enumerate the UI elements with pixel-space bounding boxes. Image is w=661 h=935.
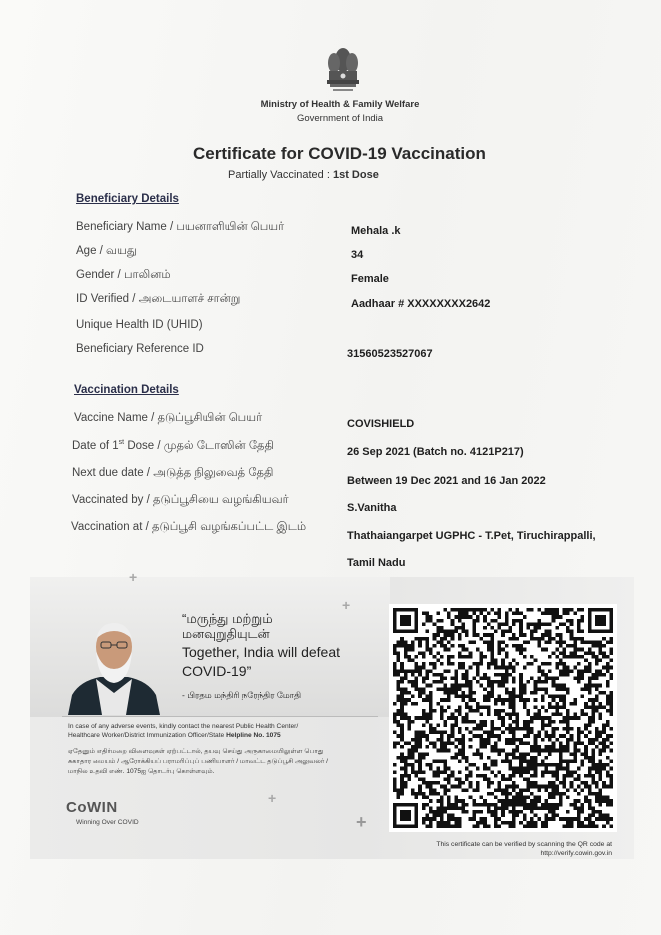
beneficiary-details-heading: Beneficiary Details — [76, 193, 179, 205]
next-due-date-label: Next due date / அடுத்த நிலுவைத் தேதி — [72, 467, 274, 479]
quote-line-1: “மருந்து மற்றும் — [182, 611, 273, 626]
decorative-plus-icon: + — [129, 569, 138, 585]
quote-line-4: COVID-19” — [182, 663, 252, 679]
gender-value: Female — [351, 273, 389, 285]
vaccination-at-label: Vaccination at / தடுப்பூசி வழங்கப்பட்ட இடம் — [71, 521, 307, 533]
ministry-name: Ministry of Health & Family Welfare — [260, 99, 420, 110]
quote-line-2: மனவுறுதியுடன் — [182, 627, 270, 641]
vaccination-at-state: Tamil Nadu — [347, 557, 406, 569]
advisory-en-line-2: Healthcare Worker/District Immunization Officer/State Helpline No. 1075 — [68, 732, 281, 739]
cowin-tagline: Winning Over COVID — [76, 819, 139, 826]
vaccination-details-heading: Vaccination Details — [74, 384, 179, 396]
verify-url: http://verify.cowin.gov.in — [540, 850, 612, 857]
vaccine-name-label: Vaccine Name / தடுப்பூசியின் பெயர் — [74, 412, 263, 424]
quote-line-3: Together, India will defeat — [182, 644, 340, 660]
advisory-ta-line-3: மாநில உதவி எண். 1075ஐ தொடர்பு கொள்ளவும். — [68, 768, 215, 775]
qr-code-icon — [393, 608, 613, 828]
banner-divider — [62, 716, 378, 717]
id-verified-label: ID Verified / அடையாளச் சான்று — [76, 293, 241, 305]
advisory-ta-line-1: ஏதேனும் எதிர்மறை விளைவுகள் ஏற்பட்டால், தயவு செய்து அருகாமையிலுள்ள பொது — [68, 748, 324, 755]
vaccination-status: Partially Vaccinated : 1st Dose — [228, 169, 379, 181]
national-emblem-icon — [321, 40, 365, 94]
quote-signature: - பிரதம மந்திரி நரேந்திர மோதி — [182, 690, 302, 700]
vaccination-at-value: Thathaiangarpet UGPHC - T.Pet, Tiruchirappalli, — [347, 530, 596, 542]
portrait-illustration — [66, 615, 162, 715]
first-dose-date-label: Date of 1st Dose / முதல் டோஸின் தேதி — [72, 439, 274, 452]
beneficiary-name-value: Mehala .k — [351, 225, 401, 237]
certificate-title: Certificate for COVID-19 Vaccination — [193, 144, 486, 163]
next-due-date-value: Between 19 Dec 2021 and 16 Jan 2022 — [347, 475, 546, 487]
uhid-label: Unique Health ID (UHID) — [76, 319, 203, 331]
reference-id-value: 31560523527067 — [347, 348, 433, 360]
cowin-logo: CoWIN — [66, 799, 118, 816]
decorative-plus-icon: + — [356, 812, 367, 832]
dose-status: 1st Dose — [332, 169, 379, 181]
helpline-number: Helpline No. 1075 — [226, 732, 281, 739]
advisory-en-line-1: In case of any adverse events, kindly contact the nearest Public Health Center/ — [68, 723, 299, 730]
decorative-plus-icon: + — [268, 790, 277, 806]
age-value: 34 — [351, 249, 364, 261]
vaccinated-by-value: S.Vanitha — [347, 502, 397, 514]
reference-id-label: Beneficiary Reference ID — [76, 343, 204, 355]
beneficiary-name-label: Beneficiary Name / பயனாளியின் பெயர் — [76, 221, 285, 233]
verification-note: This certificate can be verified by scanning the QR code at http://verify.cowin.gov.in — [380, 840, 612, 858]
advisory-ta-line-2: சுகாதார மையம் / ஆரோக்கியப் பராமரிப்புப் பணியாளர் / மாவட்ட தடுப்பூசி அலுவலர் / — [68, 758, 328, 765]
age-label: Age / வயது — [76, 245, 137, 257]
decorative-plus-icon: + — [342, 597, 351, 613]
government-name: Government of India — [296, 113, 384, 124]
id-verified-value: Aadhaar # XXXXXXXX2642 — [351, 298, 491, 310]
vaccinated-by-label: Vaccinated by / தடுப்பூசியை வழங்கியவர் — [72, 494, 289, 506]
gender-label: Gender / பாலினம் — [76, 269, 171, 281]
first-dose-date-value: 26 Sep 2021 (Batch no. 4121P217) — [347, 446, 524, 458]
vaccine-name-value: COVISHIELD — [347, 418, 415, 430]
